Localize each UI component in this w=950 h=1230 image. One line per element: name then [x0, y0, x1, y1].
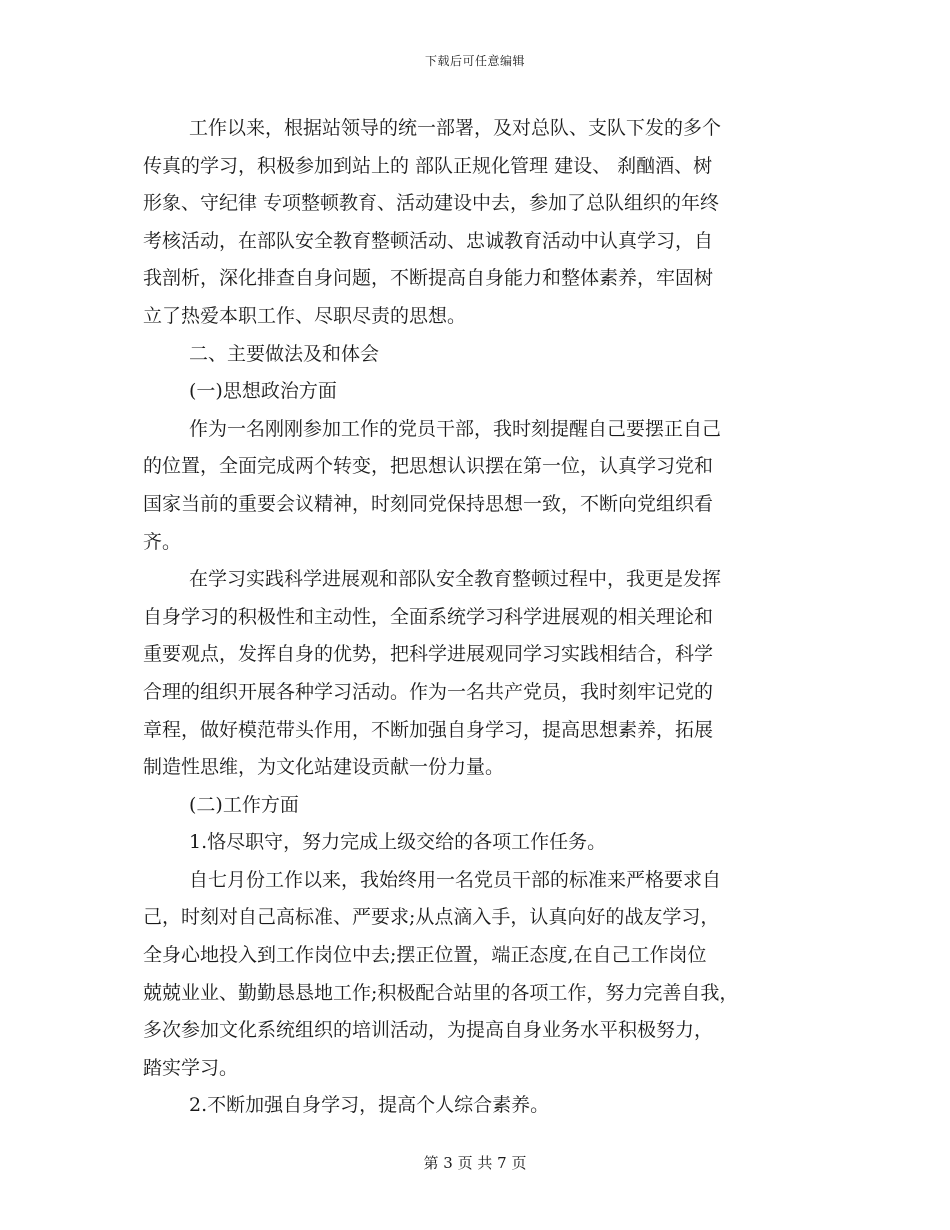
document-body: [143, 110, 815, 1125]
paragraph-line: 自七月份工作以来，我始终用一名党员干部的标准来严格要求自: [189, 868, 722, 891]
subsection-heading: (一)思想政治方面: [189, 380, 337, 403]
page-header: 下载后可任意编辑: [424, 54, 525, 68]
paragraph-line: 兢兢业业、勤勤恳恳地工作;积极配合站里的各项工作，努力完善自我，: [143, 981, 739, 1004]
paragraph-line: 工作以来，根据站领导的统一部署，及对总队、支队下发的多个: [189, 117, 722, 139]
paragraph-line: 章程，做好模范带头作用，不断加强自身学习，提高思想素养，拓展: [143, 718, 714, 741]
paragraph-line: 考核活动，在部队安全教育整顿活动、忠诚教育活动中认真学习，自: [143, 229, 714, 252]
paragraph-line: 传真的学习，积极参加到站上的 部队正规化管理 建设、 刹酗酒、树: [143, 154, 713, 177]
paragraph-line: 己，时刻对自己高标准、严要求;从点滴入手，认真向好的战友学习，: [143, 906, 720, 929]
paragraph-line: 形象、守纪律 专项整顿教育、活动建设中去，参加了总队组织的年终: [143, 192, 720, 215]
paragraph-line: 齐。: [143, 530, 182, 553]
section-heading: 二、主要做法及和体会: [189, 342, 380, 365]
paragraph-line: 作为一名刚刚参加工作的党员干部，我时刻提醒自己要摆正自己: [189, 417, 722, 440]
subsection-heading: (二)工作方面: [189, 793, 299, 816]
paragraph-line: 自身学习的积极性和主动性，全面系统学习科学进展观的相关理论和: [143, 605, 714, 628]
paragraph-line: 全身心地投入到工作岗位中去;摆正位置，端正态度,在自己工作岗位: [143, 944, 707, 967]
paragraph-line: 在学习实践科学进展观和部队安全教育整顿过程中，我更是发挥: [189, 568, 722, 591]
paragraph-line: 国家当前的重要会议精神，时刻同党保持思想一致，不断向党组织看: [143, 492, 714, 515]
paragraph-line: 重要观点，发挥自身的优势，把科学进展观同学习实践相结合，科学: [143, 643, 714, 666]
paragraph-line: 踏实学习。: [143, 1056, 239, 1079]
numbered-heading: 1.恪尽职守，努力完成上级交给的各项工作任务。: [189, 831, 607, 854]
paragraph-line: 我剖析，深化排查自身问题，不断提高自身能力和整体素养，牢固树: [143, 267, 714, 290]
paragraph-line: 多次参加文化系统组织的培训活动，为提高自身业务水平积极努力，: [143, 1019, 714, 1042]
paragraph-line: 立了热爱本职工作、尽职尽责的思想。: [143, 304, 467, 327]
numbered-heading: 2.不断加强自身学习，提高个人综合素养。: [189, 1094, 550, 1117]
paragraph-line: 合理的组织开展各种学习活动。作为一名共产党员，我时刻牢记党的: [143, 680, 714, 703]
page-number: 第 3 页 共 7 页: [423, 1154, 527, 1172]
paragraph-line: 的位置，全面完成两个转变，把思想认识摆在第一位，认真学习党和: [143, 455, 714, 478]
paragraph-line: 制造性思维，为文化站建设贡献一份力量。: [143, 756, 505, 779]
